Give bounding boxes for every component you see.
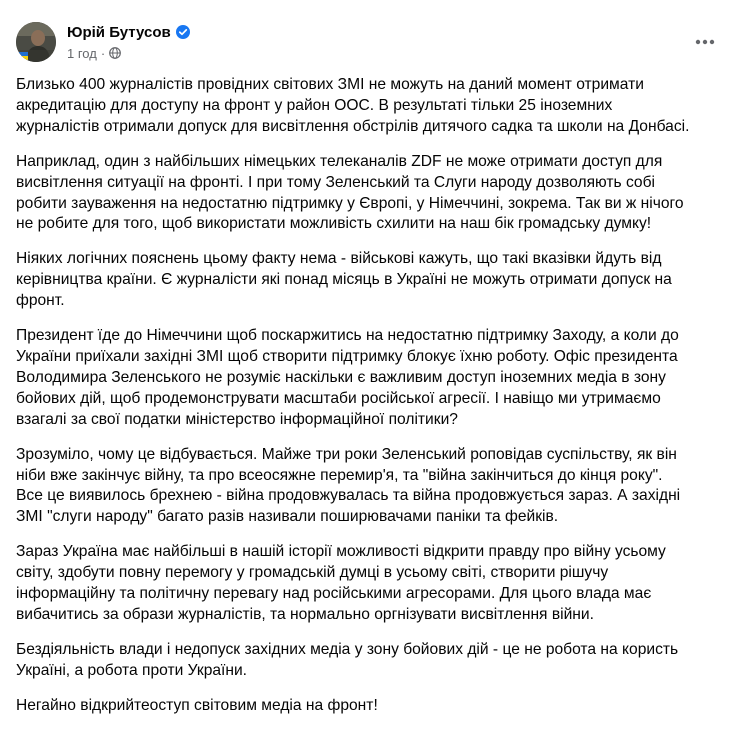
text-line: бойових дій, щоб продемонструвати масштаби російської агресії. І навіщо ми утримаємо xyxy=(16,389,661,407)
text-line: Володимира Зеленського не розуміє наскільки є важливим доступ іноземних медіа в зону xyxy=(16,368,666,386)
text-line: Ніяких логічних пояснень цьому факту нема - військові кажуть, що такі вказівки йдуть від xyxy=(16,250,662,268)
text-line: робити зауваження на недостатню підтримку у Європі, у Німеччині, зокрема. Так ви ж нічого xyxy=(16,194,684,212)
globe-icon[interactable] xyxy=(109,47,121,59)
meta-separator: · xyxy=(100,45,106,61)
text-line: Україні, а робота проти України. xyxy=(16,661,248,679)
author-avatar[interactable] xyxy=(16,22,56,62)
verified-badge-icon xyxy=(176,25,190,39)
author-row xyxy=(67,22,190,42)
post-paragraph xyxy=(16,75,726,138)
post-paragraph xyxy=(16,640,726,682)
text-line: журналістів отримали допуск для висвітлення обстрілів дитячого садка та школи на Донбасі. xyxy=(16,117,690,135)
text-line: взагалі за свої податки міністерство інформаційної політики? xyxy=(16,410,458,428)
post-paragraph xyxy=(16,542,726,626)
text-line: акредитацію для доступу на фронт у район ООС. В результаті тільки 25 іноземних xyxy=(16,96,613,114)
author-name[interactable]: Юрій Бутусов xyxy=(67,23,171,41)
text-line: світу, здобути повну перемогу у громадській думці в усьому світі, створити рішучу xyxy=(16,564,609,582)
text-line: Близько 400 журналістів провідних світових ЗМІ не можуть на даний момент отримати xyxy=(16,76,644,93)
text-line: вибачитись за образи журналістів, та нормально оргнізувати висвітлення війни. xyxy=(16,605,594,623)
text-line: Президент їде до Німеччини щоб поскаржитись на недостатню підтримку Заходу, а коли до xyxy=(16,327,679,345)
post-paragraph xyxy=(16,696,726,717)
post-paragraph xyxy=(16,326,726,431)
post-header xyxy=(16,20,723,68)
more-options-icon xyxy=(695,39,715,45)
text-line: керівництва країни. Є журналісти які понад місяць в Україні не можуть отримати допуск на xyxy=(16,271,672,289)
text-line: Зрозуміло, чому це відбувається. Майже три роки Зеленський роповідав суспільству, як він xyxy=(16,445,677,463)
post-body xyxy=(16,75,726,731)
post-paragraph xyxy=(16,445,726,529)
text-line: фронт. xyxy=(16,292,65,310)
text-line: висвітлення ситуації на фронті. І при тому Зеленський та Слуги народу дозволяють собі xyxy=(16,173,656,191)
text-line: ЗМІ "слуги народу" багато разів називали поширювачами паніки та фейків. xyxy=(16,508,559,526)
text-line: Наприклад, один з найбільших німецьких телеканалів ZDF не може отримати доступ для xyxy=(16,152,663,170)
post-paragraph xyxy=(16,152,726,236)
author-info xyxy=(67,22,190,61)
text-line: інформаційну та політичну перевагу над російськими агресорами. Для цього влада має xyxy=(16,585,652,603)
post-meta xyxy=(67,45,190,61)
more-options-button[interactable] xyxy=(687,24,723,60)
text-line: Все це виявилось брехнею - війна продовжувалась та війна продовжується зараз. А західні xyxy=(16,487,681,505)
post-timestamp[interactable]: 1 год xyxy=(67,45,97,61)
text-line: Зараз Україна має найбільші в нашій історії можливості відкрити правду про війну усьому xyxy=(16,543,666,561)
text-line: України приїхали західні ЗМІ щоб створити підтримку блокує їхню роботу. Офіс президента xyxy=(16,347,678,365)
post-paragraph xyxy=(16,249,726,312)
text-line: Бездіяльність влади і недопуск західних медіа у зону бойових дій - це не робота на користь xyxy=(16,640,679,658)
text-line: Негайно відкрийтеоступ світовим медіа на фронт! xyxy=(16,696,378,714)
text-line: не робите для того, щоб використати можливість схилити на наш бік громадську думку! xyxy=(16,215,652,233)
text-line: ніби вже закінчує війну, та про всеосяжне перемир'я, та "війна закінчиться до кінця року". xyxy=(16,466,663,484)
avatar-photo xyxy=(16,22,56,62)
